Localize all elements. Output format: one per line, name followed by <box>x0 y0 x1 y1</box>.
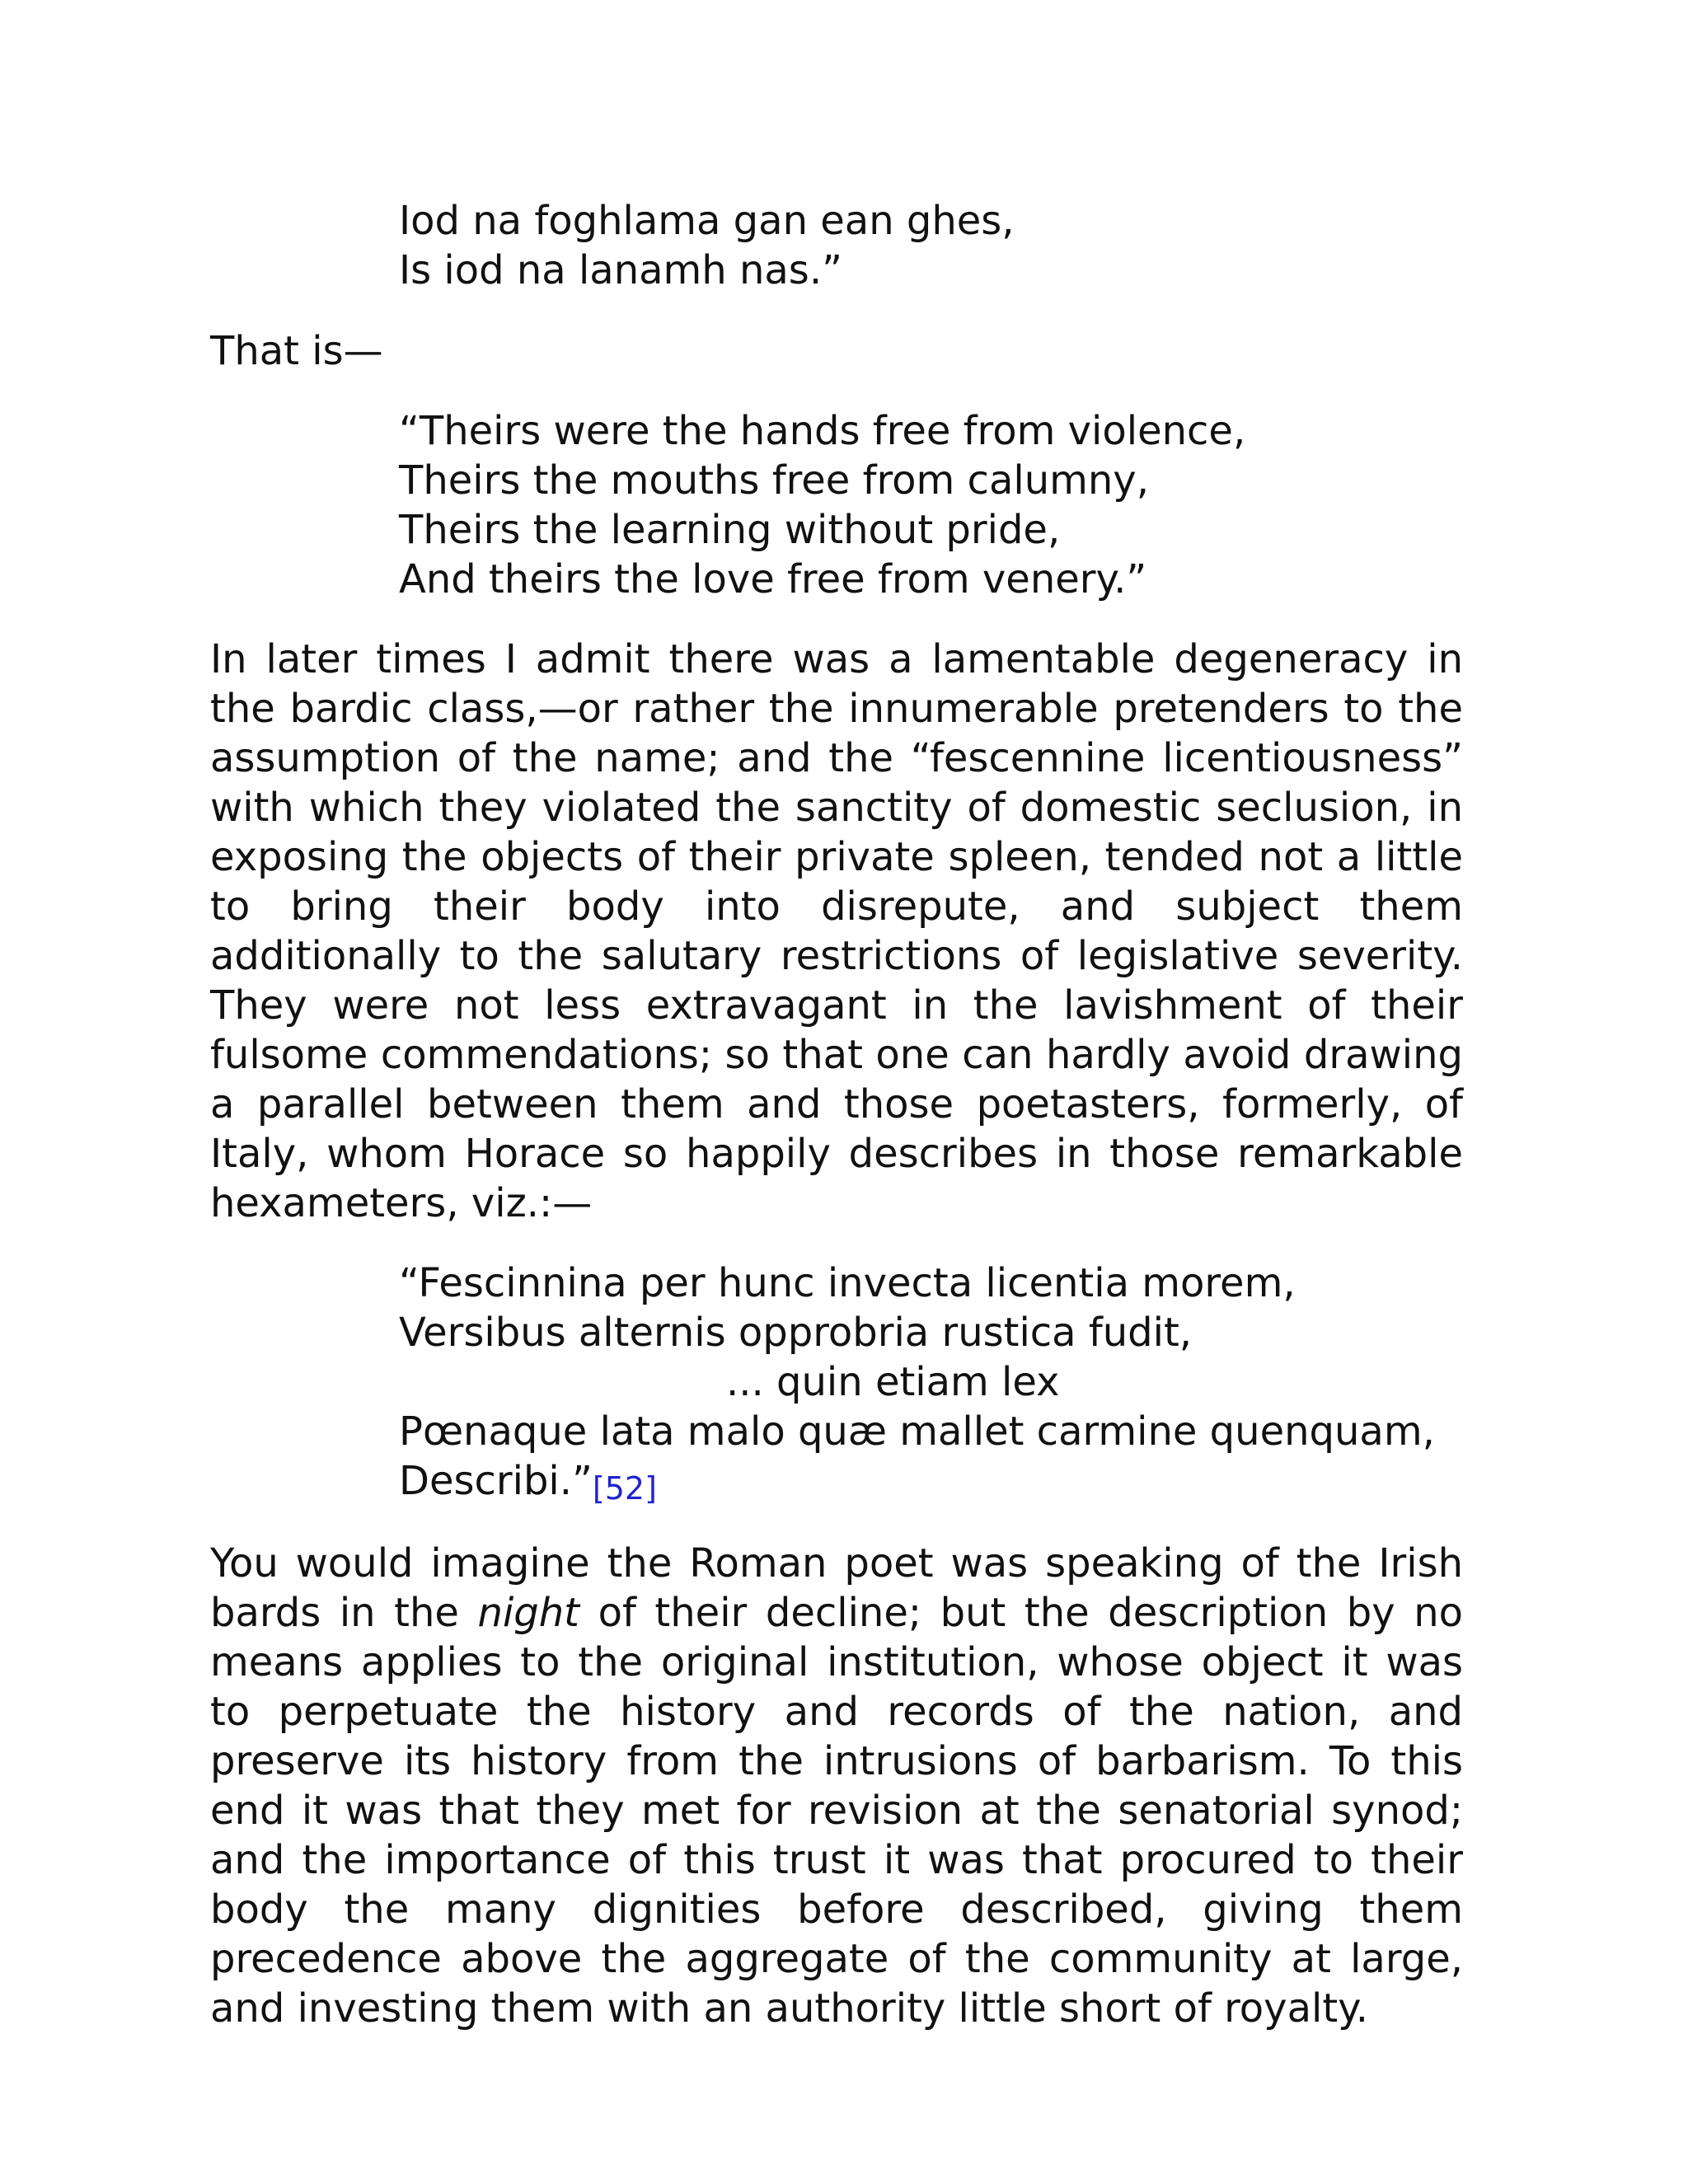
verse-line: Theirs the mouths free from calumny, <box>399 457 1149 504</box>
verse-line-text: Describi.” <box>399 1458 593 1504</box>
verse-block-horace <box>399 1258 1463 1508</box>
verse-line-last <box>399 1456 1463 1508</box>
verse-line: Pœnaque lata malo quæ mallet carmine quenquam, <box>399 1408 1435 1455</box>
paragraph-text: of their decline; but the description by no means applies to the original institution, whose object it was to perpetuate the history and records of the nation, and preserve its history from the intrusions of barbarism. To this end it was that they met for revision at the senatorial synod; and the importance of this trust it was that procured to their body the many dignities before described, giving them precedence above the aggregate of the community at large, and investing them with an authority little short of royalty. <box>210 1590 1463 2032</box>
verse-line: “Fescinnina per hunc invecta licentia morem, <box>399 1260 1296 1306</box>
paragraph-text: You would imagine the Roman poet was speaking of the Irish bards in the <box>210 1540 1463 1636</box>
verse-line: Is iod na lanamh nas.” <box>399 247 842 293</box>
verse-line: Theirs the learning without pride, <box>399 507 1061 553</box>
verse-line-indented: ... quin etiam lex <box>726 1359 1060 1405</box>
verse-block-irish <box>399 196 1463 295</box>
emphasis-night: night <box>477 1590 579 1636</box>
verse-block-translation <box>399 406 1463 604</box>
that-is-label: That is— <box>210 328 383 374</box>
verse-line: “Theirs were the hands free from violence, <box>399 408 1246 454</box>
verse-line: Iod na foghlama gan ean ghes, <box>399 198 1015 244</box>
verse-line: And theirs the love free from venery.” <box>399 556 1147 602</box>
verse-line: Versibus alternis opprobria rustica fudit, <box>399 1310 1193 1356</box>
paragraph-roman-poet <box>210 1539 1463 2033</box>
page-content <box>210 196 1463 2033</box>
paragraph-degeneracy: In later times I admit there was a lamentable degeneracy in the bardic class,—or rather the innumerable pretenders to the assumption of the name; and the “fescennine licentiousness” with which they violated the sanctity of domestic seclusion, in exposing the objects of their private spleen, tended not a little to bring their body into disrepute, and subject them additionally to the salutary restrictions of legislative severity. They were not less extravagant in the lavishment of their fulsome commendations; so that one can hardly avoid drawing a parallel between them and those poetasters, formerly, of Italy, whom Horace so happily describes in those remarkable hexameters, viz.:— <box>210 636 1463 1226</box>
footnote-link-52[interactable]: [52] <box>592 1470 657 1507</box>
